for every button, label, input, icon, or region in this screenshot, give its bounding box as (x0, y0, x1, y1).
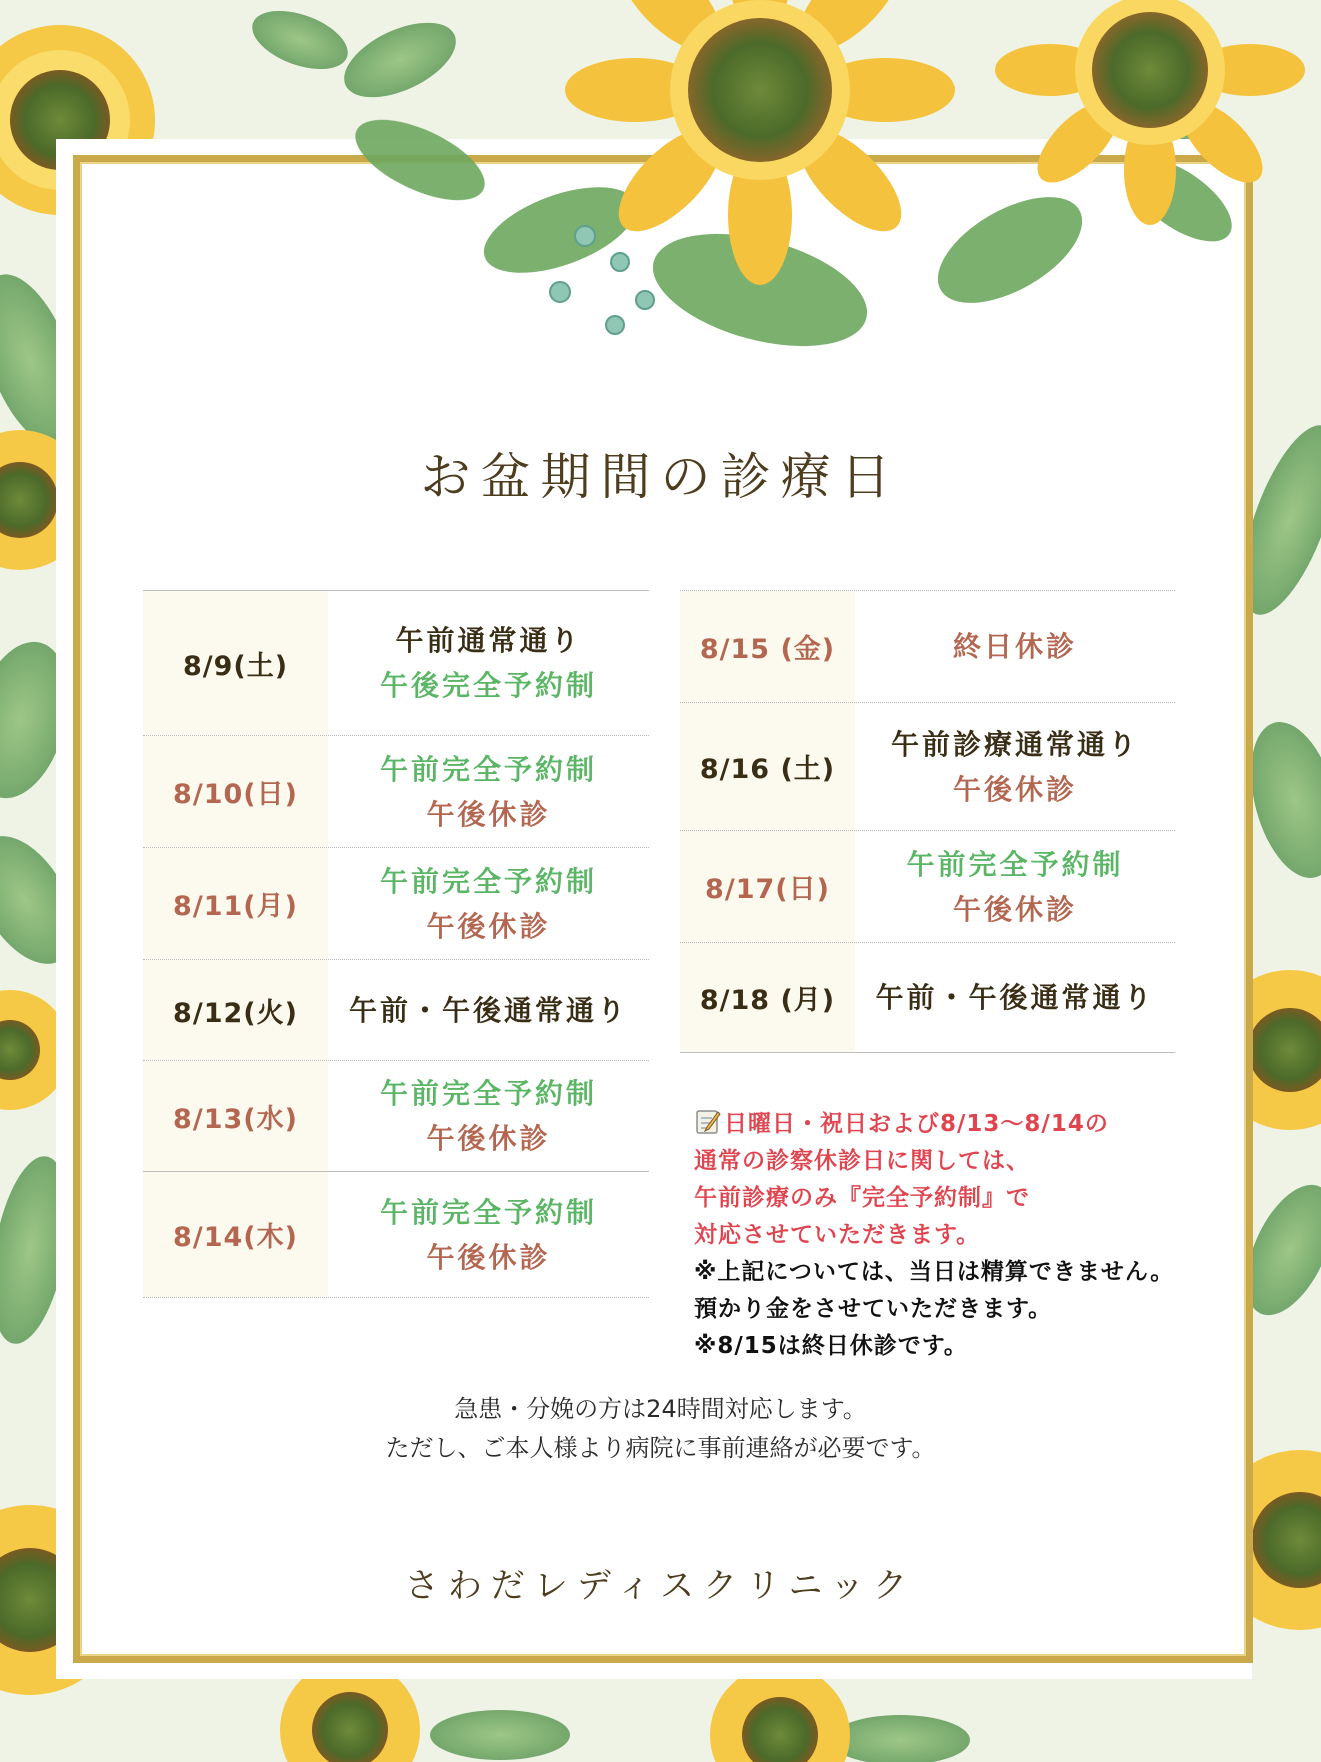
hours-cell (855, 831, 1175, 942)
hours-line: 午前完全予約制 (906, 847, 1124, 881)
date-cell: 8/12(火) (143, 960, 328, 1060)
date-cell: 8/11(月) (143, 848, 328, 959)
date-cell: 8/15 (金) (680, 591, 855, 702)
emergency-line: ただし、ご本人様より病院に事前連絡が必要です。 (385, 1434, 936, 1462)
date-cell: 8/17(日) (680, 831, 855, 942)
table-row (143, 1171, 649, 1298)
hours-line: 午前完全予約制 (379, 752, 597, 786)
hours-line: 午前完全予約制 (379, 864, 597, 898)
hours-line: 午前完全予約制 (379, 1077, 597, 1110)
notice-line (694, 1106, 1214, 1143)
clinic-name: さわだレディスクリニック (404, 1566, 917, 1606)
emergency-info (0, 1390, 1321, 1468)
hours-line: 午前完全予約制 (379, 1195, 597, 1229)
date-cell: 8/10(日) (143, 736, 328, 847)
notice-text (694, 1106, 1214, 1365)
hours-line: 午前診療通常通り (890, 727, 1139, 761)
hours-line: 午後休診 (426, 909, 551, 943)
table-row (680, 590, 1175, 702)
date-cell: 8/14(木) (143, 1172, 328, 1297)
hours-cell (855, 943, 1175, 1052)
table-row (143, 959, 649, 1060)
table-row (143, 1060, 649, 1171)
hours-line: 午後休診 (952, 892, 1077, 926)
table-row (143, 847, 649, 959)
hours-line: 午前・午後通常通り (875, 981, 1155, 1014)
schedule-table-left (143, 590, 649, 1298)
hours-cell (328, 1172, 649, 1297)
date-cell: 8/13(水) (143, 1061, 328, 1171)
table-row (680, 702, 1175, 830)
hours-cell (855, 591, 1175, 702)
hours-line: 午後完全予約制 (379, 669, 597, 702)
date-cell: 8/9(土) (143, 591, 328, 735)
hours-line: 午後休診 (426, 797, 551, 831)
notice-line-text: 日曜日・祝日および8/13〜8/14の (724, 1111, 1109, 1137)
hours-line: 午前通常通り (395, 624, 582, 657)
table-row (143, 590, 649, 735)
date-cell: 8/16 (土) (680, 703, 855, 830)
hours-line: 午後休診 (952, 772, 1077, 806)
notice-line: 通常の診察休診日に関しては、 (694, 1148, 1030, 1174)
hours-line: 終日休診 (952, 630, 1077, 663)
hours-cell (328, 736, 649, 847)
hours-cell (328, 591, 649, 735)
hours-cell (328, 960, 649, 1060)
memo-icon (694, 1108, 722, 1136)
table-row (143, 735, 649, 847)
hours-line: 午後休診 (426, 1122, 551, 1155)
notice-line: 午前診療のみ『完全予約制』で (694, 1185, 1030, 1211)
hours-cell (855, 703, 1175, 830)
hours-line: 午後休診 (426, 1240, 551, 1274)
hours-line: 午前・午後通常通り (348, 993, 628, 1027)
table-row (680, 830, 1175, 942)
date-cell: 8/18 (月) (680, 943, 855, 1052)
notice-line: ※8/15は終日休診です。 (694, 1333, 968, 1359)
notice-line: ※上記については、当日は精算できません。 (694, 1259, 1175, 1285)
schedule-table-right (680, 590, 1175, 1053)
notice-line: 対応させていただきます。 (694, 1222, 981, 1248)
emergency-line: 急患・分娩の方は24時間対応します。 (454, 1395, 867, 1423)
page-title: お盆期間の診療日 (420, 448, 901, 506)
notice-line: 預かり金をさせていただきます。 (694, 1296, 1053, 1322)
table-row (680, 942, 1175, 1053)
hours-cell (328, 848, 649, 959)
hours-cell (328, 1061, 649, 1171)
